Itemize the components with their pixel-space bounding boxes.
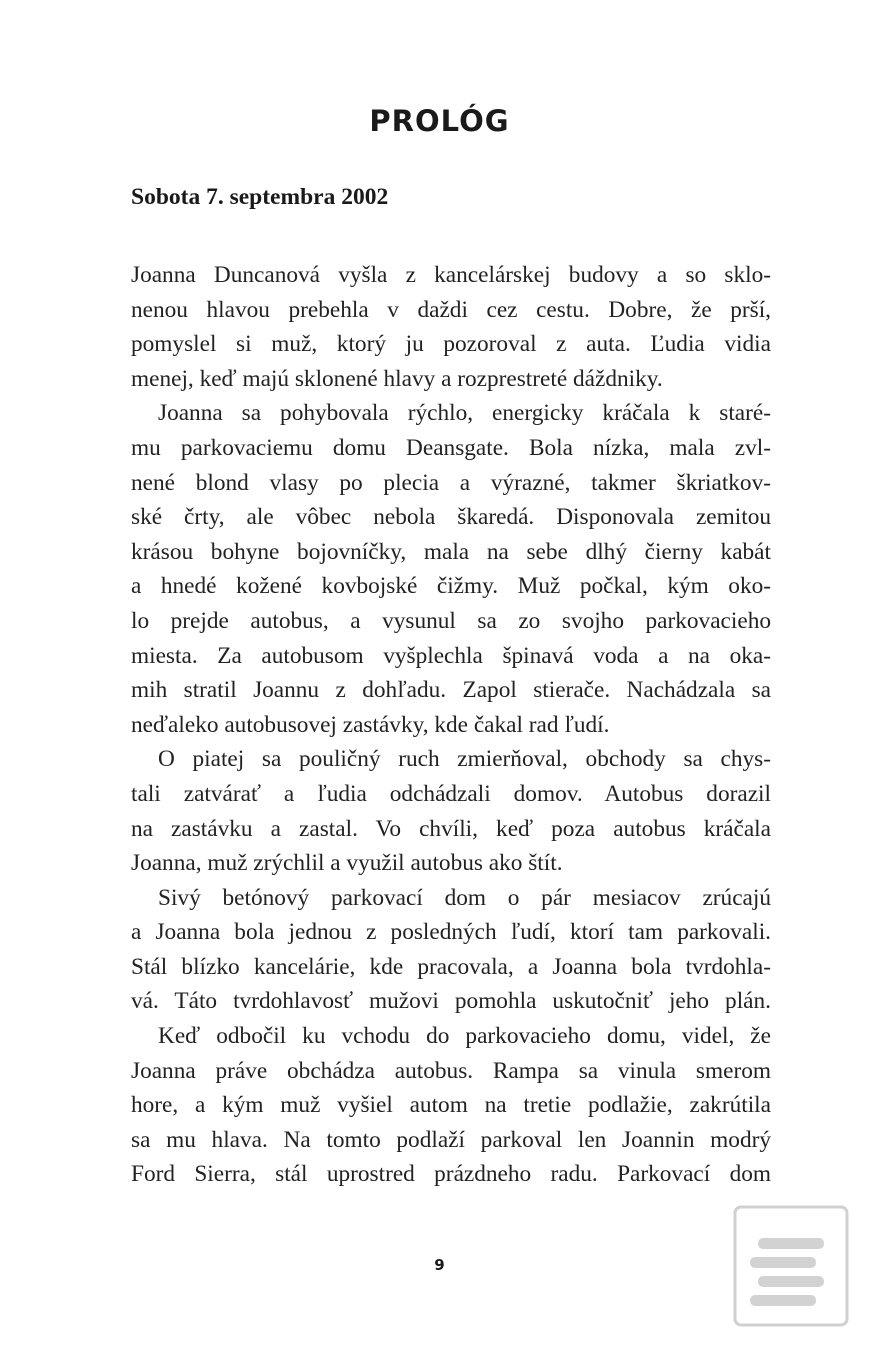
- text-line: pomyslel si muž, ktorý ju pozoroval z auta. Ľudia vidia: [131, 331, 771, 358]
- text-line: a hnedé kožené kovbojské čižmy. Muž počkal, kým oko-: [131, 573, 771, 600]
- text-line: Joanna práve obchádza autobus. Rampa sa vinula smerom: [131, 1057, 771, 1084]
- dateline: Sobota 7. septembra 2002: [131, 184, 389, 210]
- text-line: Stál blízko kancelárie, kde pracovala, a Joanna bola tvrdohla-: [131, 953, 771, 980]
- text-line: lo prejde autobus, a vysunul sa zo svojho parkovacieho: [131, 607, 771, 634]
- text-line: Joanna, muž zrýchlil a využil autobus ako štít.: [131, 850, 563, 877]
- text-line: Ford Sierra, stál uprostred prázdneho radu. Parkovací dom: [131, 1161, 771, 1188]
- text-line: mih stratil Joannu z dohľadu. Zapol stierače. Nachádzala sa: [131, 677, 771, 704]
- text-line: sa mu hlava. Na tomto podlaží parkoval len Joannin modrý: [131, 1126, 771, 1153]
- text-line: ské črty, ale vôbec nebola škaredá. Disponovala zemitou: [131, 504, 771, 531]
- text-line: Sivý betónový parkovací dom o pár mesiacov zrúcajú: [158, 884, 771, 911]
- text-line: vá. Táto tvrdohlavosť mužovi pomohla uskutočniť jeho plán.: [131, 988, 771, 1015]
- chapter-title: PROLÓG: [369, 104, 510, 138]
- text-line: neďaleko autobusovej zastávky, kde čakal rad ľudí.: [131, 711, 610, 738]
- text-line: mu parkovaciemu domu Deansgate. Bola nízka, mala zvl-: [131, 434, 771, 461]
- text-line: nenou hlavou prebehla v daždi cez cestu. Dobre, že prší,: [131, 296, 771, 323]
- text-line: tali zatvárať a ľudia odchádzali domov. Autobus dorazil: [131, 780, 771, 807]
- text-line: nené blond vlasy po plecia a výrazné, takmer škriatkov-: [131, 469, 771, 496]
- text-line: a Joanna bola jednou z posledných ľudí, ktorí tam parkovali.: [131, 919, 771, 946]
- text-line: menej, keď majú sklonené hlavy a rozprestreté dáždniky.: [131, 365, 663, 392]
- text-line: Keď odbočil ku vchodu do parkovacieho domu, videl, že: [158, 1023, 771, 1050]
- text-line: krásou bohyne bojovníčky, mala na sebe dlhý čierny kabát: [131, 538, 771, 565]
- text-line: miesta. Za autobusom vyšplechla špinavá voda a na oka-: [131, 642, 771, 669]
- body-text: [131, 258, 771, 1192]
- book-stack-icon: [732, 1204, 850, 1328]
- text-line: Joanna sa pohybovala rýchlo, energicky kráčala k staré-: [158, 400, 771, 427]
- text-line: na zastávku a zastal. Vo chvíli, keď poza autobus kráčala: [131, 815, 771, 842]
- text-line: hore, a kým muž vyšiel autom na tretie podlažie, zakrútila: [131, 1092, 771, 1119]
- page-number: 9: [434, 1256, 445, 1274]
- text-line: O piatej sa pouličný ruch zmierňoval, obchody sa chys-: [158, 746, 771, 773]
- text-line: Joanna Duncanová vyšla z kancelárskej budovy a so sklo-: [131, 262, 771, 288]
